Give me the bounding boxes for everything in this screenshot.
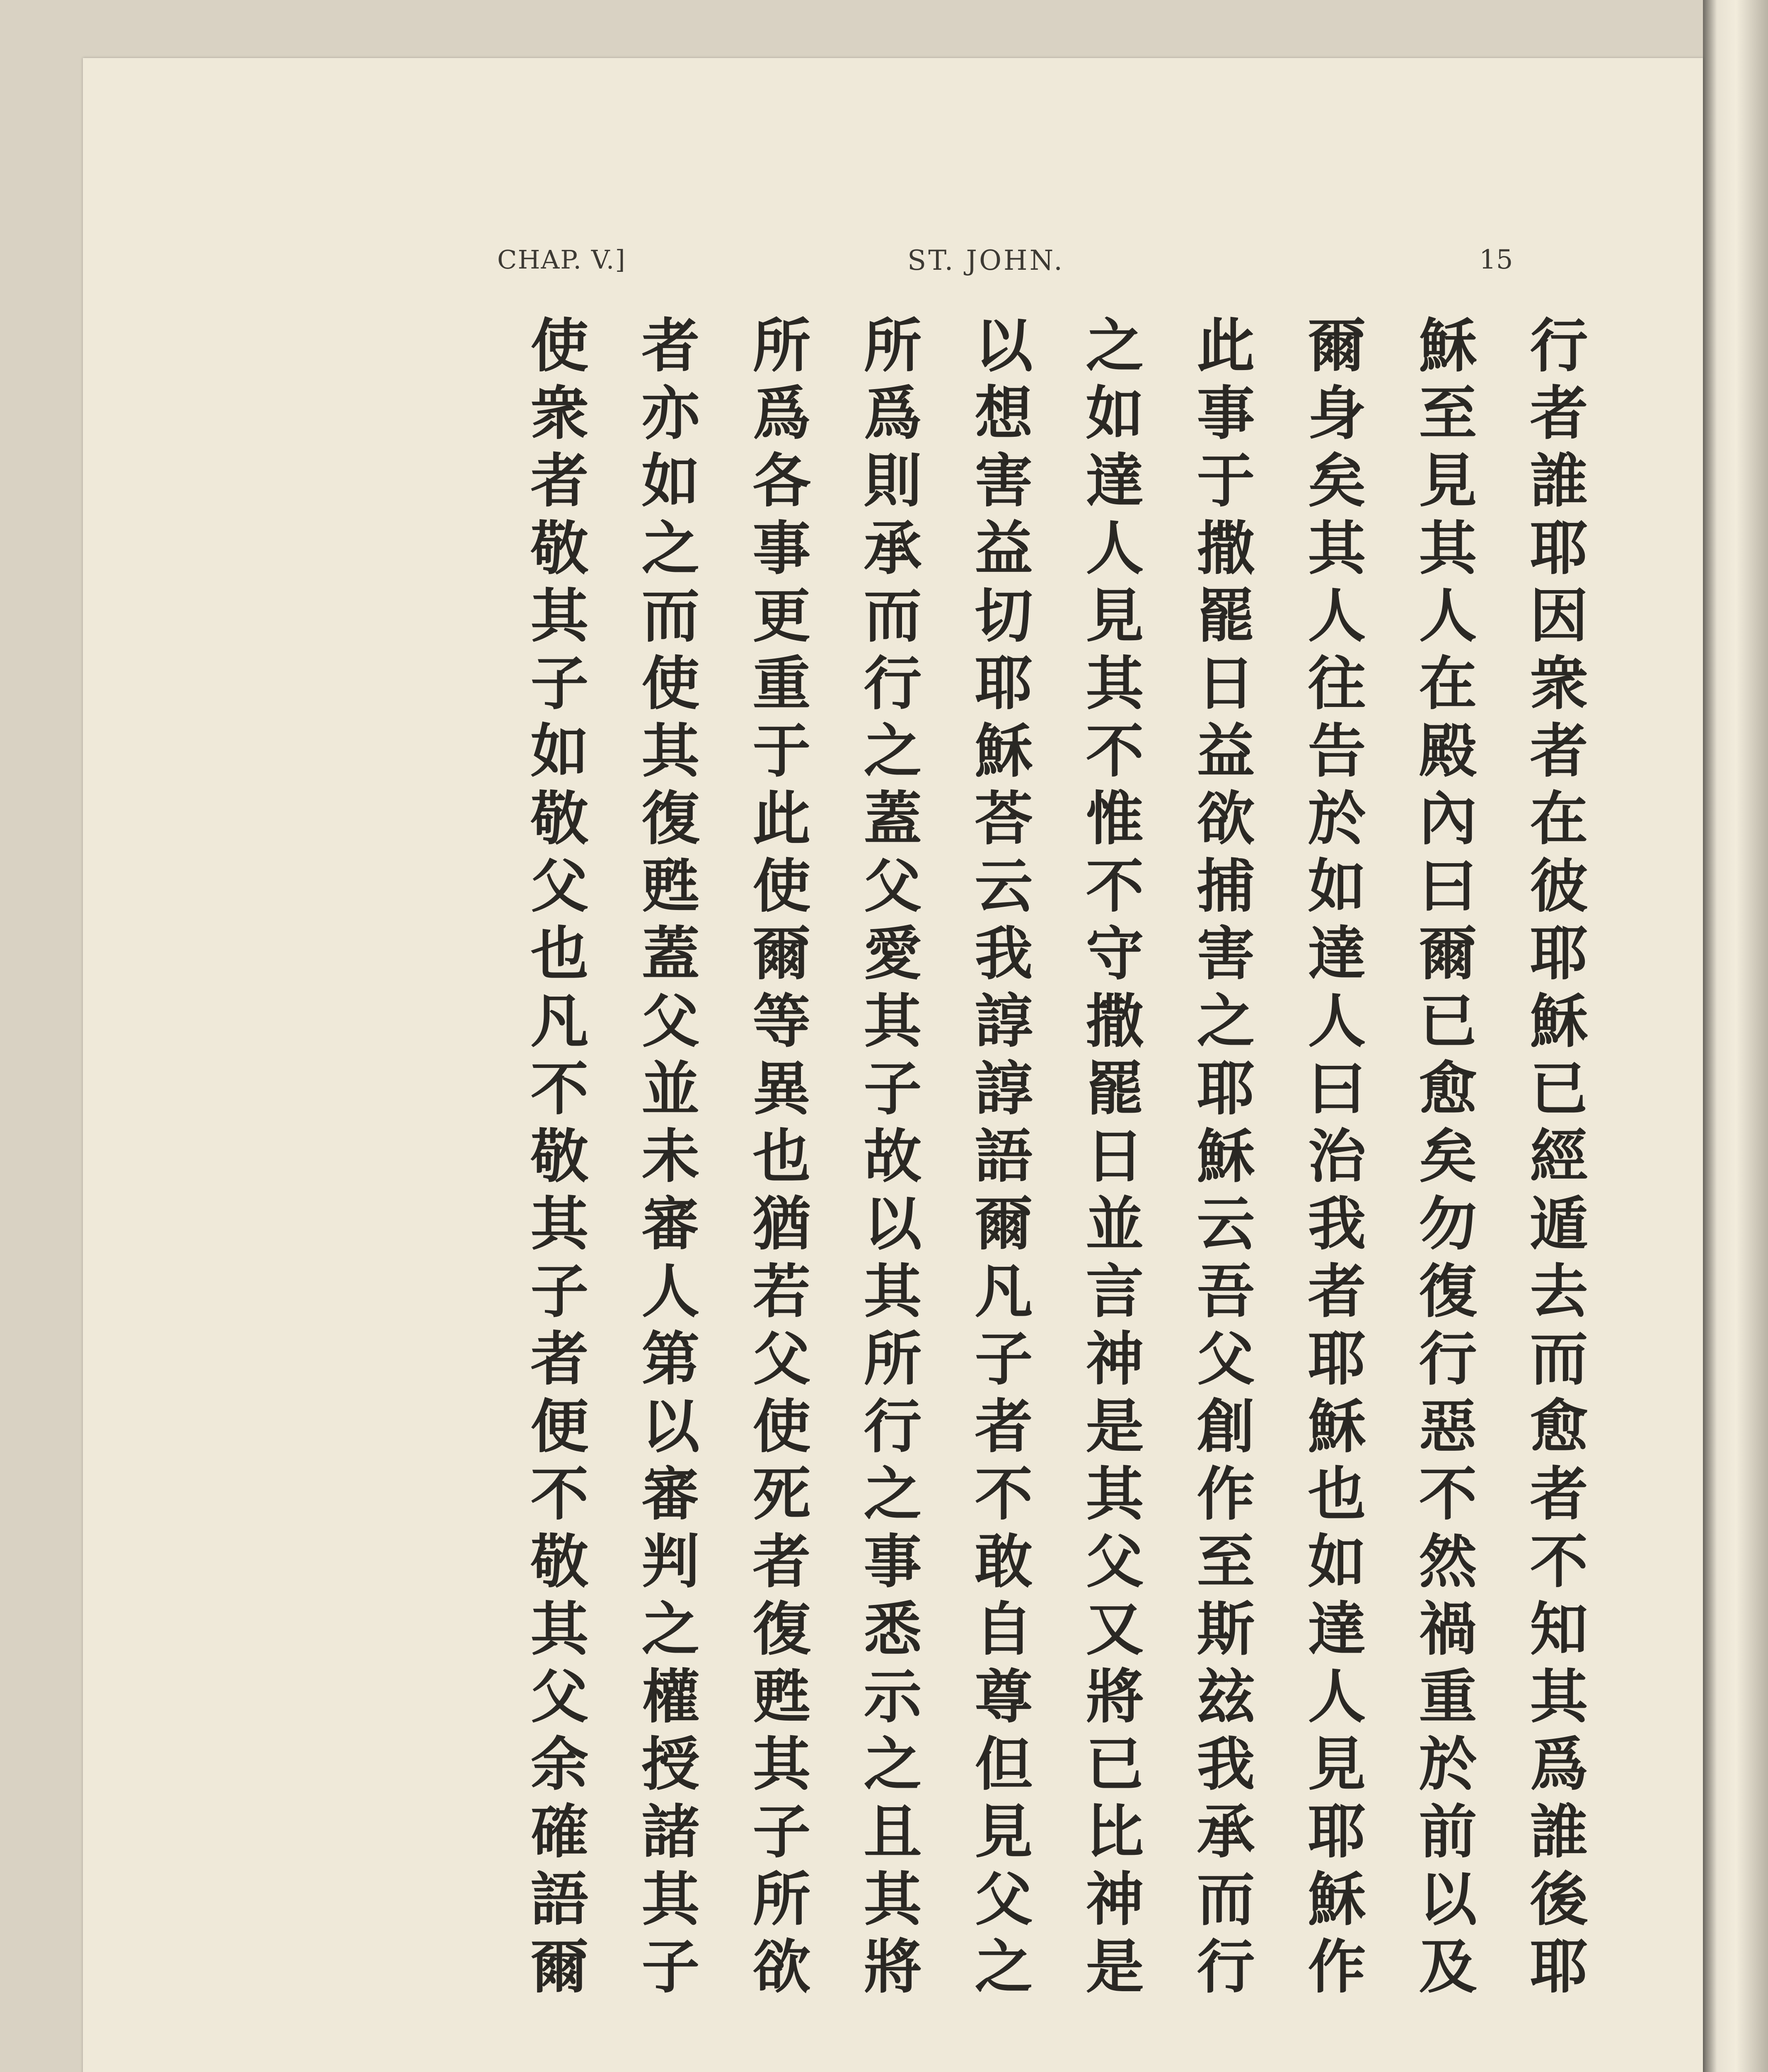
book-page <box>83 58 1703 2072</box>
text-column-6: 以想害益切耶穌荅云我諄諄語爾凡子者不敢自尊但見父之 <box>965 315 1033 2004</box>
chapter-heading: CHAP. V.] <box>497 244 626 275</box>
book-title: ST. JOHN. <box>907 244 1065 276</box>
text-column-4: 此事于撒罷日益欲捕害之耶穌云吾父創作至斯玆我承而行 <box>1187 315 1255 2004</box>
page-number: 15 <box>1479 244 1513 275</box>
text-column-7: 所爲則承而行之蓋父愛其子故以其所行之事悉示之且其將 <box>854 315 921 2004</box>
text-column-10: 使衆者敬其子如敬父也凡不敬其子者便不敬其父余確語爾 <box>521 315 588 2004</box>
book-binding-edge <box>1703 0 1768 2072</box>
text-column-5: 之如達人見其不惟不守撒罷日並言神是其父又將已比神是 <box>1076 315 1144 2004</box>
text-column-8: 所爲各事更重于此使爾等異也猶若父使死者復甦其子所欲 <box>743 315 810 2004</box>
text-column-3: 爾身矣其人往告於如達人曰治我者耶穌也如達人見耶穌作 <box>1298 315 1366 2004</box>
text-column-1: 行者誰耶因衆者在彼耶穌已經遁去而愈者不知其爲誰後耶 <box>1520 315 1588 2004</box>
text-column-2: 穌至見其人在殿內曰爾已愈矣勿復行惡不然禍重於前以及 <box>1409 315 1477 2004</box>
text-column-9: 者亦如之而使其復甦蓋父並未審人第以審判之權授諸其子 <box>632 315 699 2004</box>
vertical-text-body <box>497 315 1608 2072</box>
